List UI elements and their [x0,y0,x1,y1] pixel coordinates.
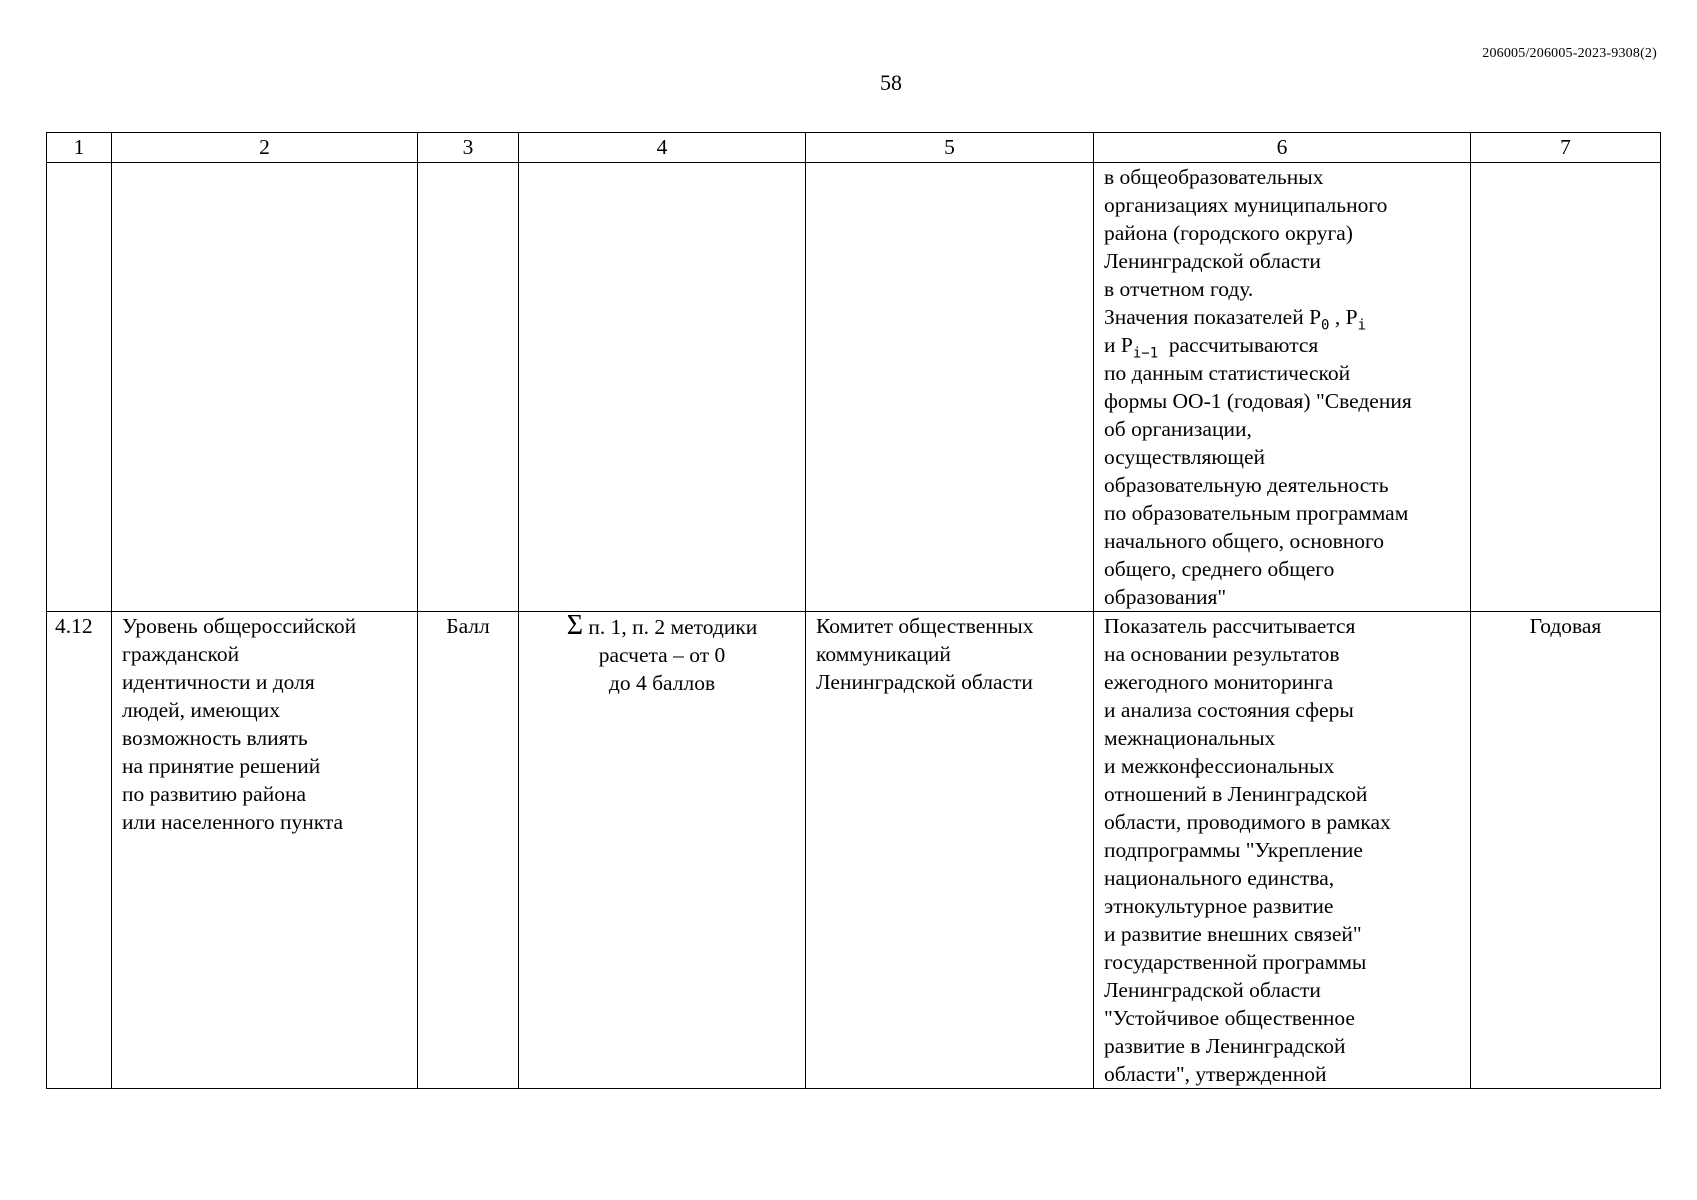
indicators-table [46,132,1661,1089]
formula-text: Значения показателей P [1104,305,1322,329]
table-row-continuation [47,163,1661,612]
formula-subscript: i−1 [1132,345,1159,362]
text-line: и развитие внешних связей" [1104,922,1362,946]
text-line: и анализа состояния сферы [1104,698,1354,722]
text-line: Ленинградской области [1104,249,1321,273]
empty-cell [418,163,519,612]
empty-cell [806,163,1094,612]
text-line: до 4 баллов [608,671,716,695]
column-header: 3 [418,133,519,163]
formula-text: и P [1104,333,1133,357]
empty-cell [1471,163,1661,612]
text-line: развитие в Ленинградской [1104,1034,1346,1058]
text-line: об организации, [1104,417,1252,441]
formula-line [1104,331,1460,362]
column-header: 4 [519,133,806,163]
column-header: 1 [47,133,112,163]
text-line: начального общего, основного [1104,529,1385,553]
text-line: района (городского округа) [1104,221,1353,245]
text-line: образования" [1104,585,1227,609]
text-line: по развитию района [122,782,307,806]
calculation-method-cell [1094,612,1471,1089]
formula-subscript: 0 [1321,317,1330,334]
text-line: организациях муниципального [1104,193,1388,217]
calculation-method-cell [1094,163,1471,612]
unit-cell: Балл [418,612,519,1089]
text-line: Комитет общественных [816,614,1034,638]
text-line: людей, имеющих [122,698,280,722]
text-line: в общеобразовательных [1104,165,1324,189]
text-line: по образовательным программам [1104,501,1409,525]
column-header: 6 [1094,133,1471,163]
text-line [529,612,795,641]
empty-cell [47,163,112,612]
document-id: 206005/206005-2023-9308(2) [1482,46,1657,61]
text-line: идентичности и доля [122,670,315,694]
text-line: осуществляющей [1104,445,1266,469]
text-line: образовательную деятельность [1104,473,1389,497]
row-number: 4.12 [47,612,112,1089]
column-header: 2 [112,133,418,163]
text-line: Ленинградской области [1104,978,1321,1002]
column-number-row [47,133,1661,163]
calculation-cell [519,612,806,1089]
text-line: в отчетном году. [1104,277,1254,301]
empty-cell [112,163,418,612]
formula-subscript: i [1357,317,1367,334]
page-number: 58 [880,70,902,95]
text-line: на принятие решений [122,754,321,778]
text-line: или населенного пункта [122,810,344,834]
text-line: возможность влиять [122,726,308,750]
text-line: по данным статистической [1104,361,1351,385]
text-line: гражданской [122,642,240,666]
sigma-symbol: Σ [566,610,583,641]
text-line: "Устойчивое общественное [1104,1006,1355,1030]
text-line: Показатель рассчитывается [1104,614,1356,638]
text-line: на основании результатов [1104,642,1340,666]
responsible-body-cell [806,612,1094,1089]
text-line: общего, среднего общего [1104,557,1335,581]
text-line: Ленинградской области [816,670,1033,694]
indicator-name-cell [112,612,418,1089]
column-header: 5 [806,133,1094,163]
table-row-4-12 [47,612,1661,1089]
empty-cell [519,163,806,612]
text-line: национального единства, [1104,866,1335,890]
formula-line [1104,303,1460,334]
text-line: ежегодного мониторинга [1104,670,1334,694]
text-line: формы ОО-1 (годовая) "Сведения [1104,389,1412,413]
text-line: Уровень общероссийской [122,614,357,638]
formula-text: рассчитываются [1158,333,1319,357]
text-line: межнациональных [1104,726,1276,750]
text-line: области, проводимого в рамках [1104,810,1391,834]
text-line: расчета – от 0 [598,643,726,667]
text-line: подпрограммы "Укрепление [1104,838,1363,862]
text-line: отношений в Ленинградской [1104,782,1368,806]
text-line: и межконфессиональных [1104,754,1335,778]
text-line: этнокультурное развитие [1104,894,1334,918]
periodicity-cell: Годовая [1471,612,1661,1089]
text-line: коммуникаций [816,642,951,666]
column-header: 7 [1471,133,1661,163]
formula-text: , P [1329,305,1358,329]
formula-text: п. 1, п. 2 методики [582,615,758,639]
text-line: государственной программы [1104,950,1367,974]
text-line: области", утвержденной [1104,1062,1327,1086]
